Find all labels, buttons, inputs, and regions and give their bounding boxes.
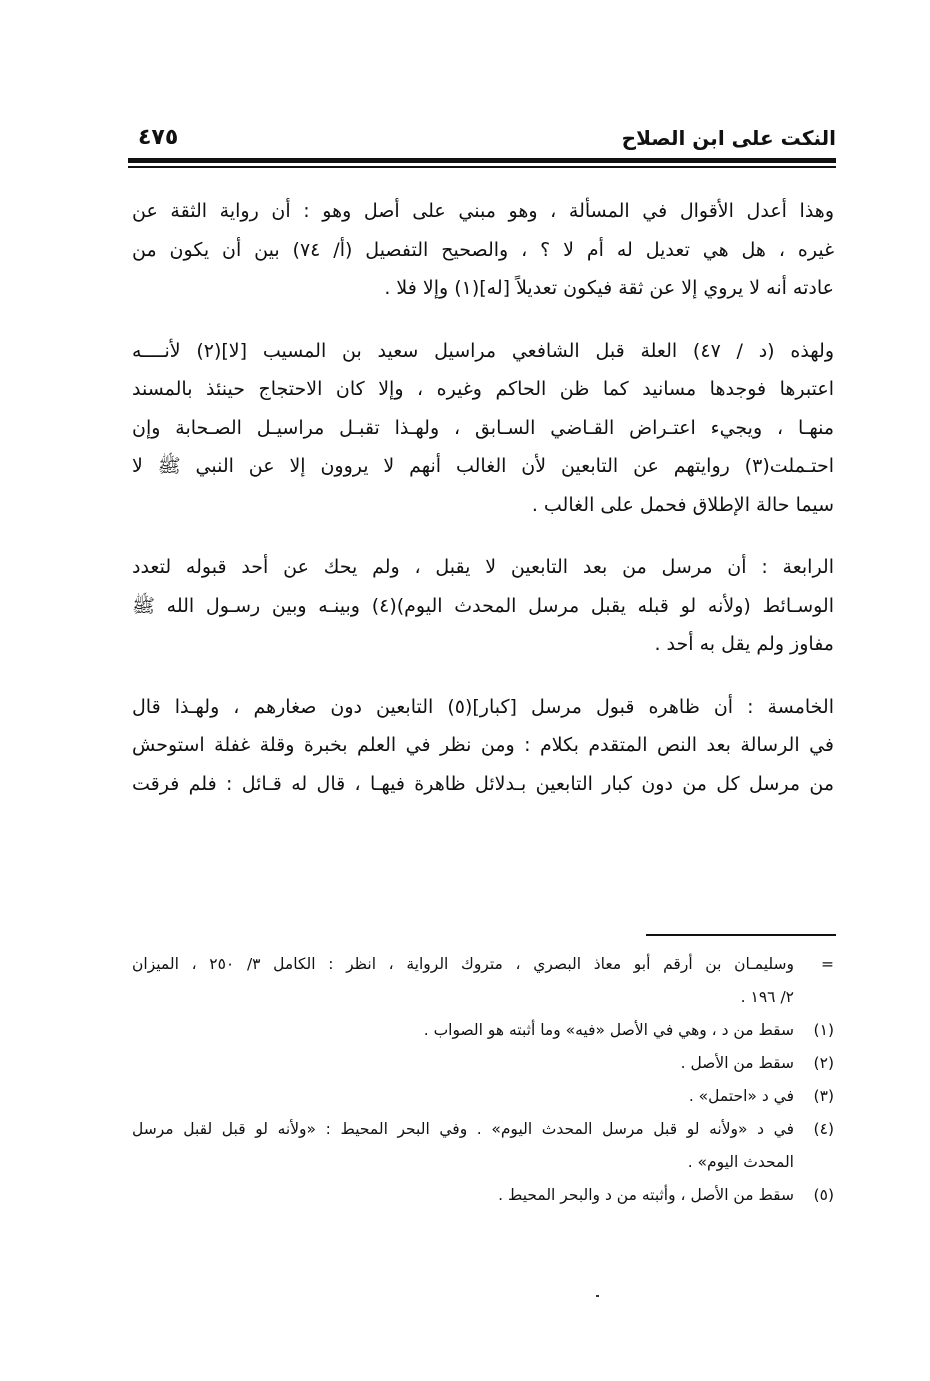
footnote-line: سقط من الأصل . — [680, 1054, 794, 1072]
footnote-line: سقط من الأصل ، وأثبته من د والبحر المحيط . — [498, 1186, 794, 1204]
text-line: الخامسة : أن ظاهره قبول مرسل [كبار](٥) التابعين دون صغارهم ، ولهـذا قال — [132, 695, 834, 718]
text-line: غيره ، هل هي تعديل له أم لا ؟ ، والصحيح التفصيل (أ/ ٧٤) بين أن يكون من — [132, 238, 834, 261]
footnote-mark: (٥) — [813, 1186, 834, 1204]
footnote-text — [132, 1047, 794, 1080]
header-rule-thin — [128, 166, 836, 168]
footnote-5 — [132, 1179, 834, 1212]
footnote-mark: (٤) — [813, 1120, 834, 1138]
paragraph — [132, 192, 834, 308]
paragraph — [132, 332, 834, 525]
text-line: منهـا ، ويجيء اعتـراض القـاضي السـابق ، ولهـذا تقبـل مراسيـل الصـحابة وإن — [132, 416, 834, 439]
footnote-4 — [132, 1113, 834, 1179]
footnote-text — [132, 948, 794, 1014]
footnote-mark: (١) — [813, 1021, 834, 1039]
text-line: سيما حالة الإطلاق فحمل على الغالب . — [531, 493, 834, 516]
text-line: عادته أنه لا يروي إلا عن ثقة فيكون تعديلاً [له](١) وإلا فلا . — [384, 277, 834, 299]
footnote-mark: (٣) — [813, 1087, 834, 1105]
running-title: النكت على ابن الصلاح — [621, 126, 836, 150]
footnote-3 — [132, 1080, 834, 1113]
text-line: الوسـائط (ولأنه لو قبله يقبل مرسل المحدث اليوم)(٤) وبينـه وبين رسـول الله ﷺ — [132, 594, 834, 617]
text-line: اعتبرها فوجدها مسانيد كما ظن الحاكم وغيره ، وإلا كان الاحتجاج حينئذ بالمسند — [132, 378, 834, 400]
text-line: مفاوز ولم يقل به أحد . — [654, 633, 834, 655]
footnote-2 — [132, 1047, 834, 1080]
footnote-line: وسليمـان بن أرقم أبو معاذ البصري ، متروك الرواية ، انظر : الكامل ٣/ ٢٥٠ ، الميزان — [132, 955, 794, 973]
text-line: في الرسالة بعد النص المتقدم بكلام : ومن نظر في العلم بخبرة وقلة غفلة استوحش — [132, 734, 834, 756]
footnotes — [132, 948, 834, 1212]
paragraph — [132, 548, 834, 664]
footnote-line: ٢/ ١٩٦ . — [740, 988, 794, 1006]
footnote-mark: (٢) — [813, 1054, 834, 1072]
text-line: من مرسل كل من دون كبار التابعين بـدلائل ظاهرة فيهـا ، قال له قـائل : فلم فرقت — [132, 772, 834, 795]
footnote-text — [132, 1080, 794, 1113]
footnote-line: سقط من د ، وهي في الأصل «فيه» وما أثبته هو الصواب . — [423, 1021, 794, 1039]
main-text — [132, 192, 834, 827]
scan-speck — [596, 1295, 599, 1297]
footnote-line: في د «ولأنه لو قبل مرسل المحدث اليوم» . وفي البحر المحيط : «ولأنه لو قبل لقبل مرسل — [132, 1120, 794, 1138]
text-line: الرابعة : أن مرسل من بعد التابعين لا يقبل ، ولم يحك عن أحد قبوله لتعدد — [132, 556, 834, 578]
text-line: وهذا أعدل الأقوال في المسألة ، وهو مبني على أصل وهو : أن رواية الثقة عن — [132, 200, 834, 222]
footnote-text — [132, 1179, 794, 1212]
text-line: ولهذه (د / ٤٧) العلة قبل الشافعي مراسيل سعيد بن المسيب [لا](٢) لأنــــه — [132, 339, 834, 362]
header-rule-thick — [128, 158, 836, 163]
footnote-separator — [646, 934, 836, 936]
footnote-continued — [132, 948, 834, 1014]
footnote-1 — [132, 1014, 834, 1047]
footnote-line: في د «احتمل» . — [688, 1087, 794, 1105]
footnote-mark: = — [821, 955, 834, 973]
page-number: ٤٧٥ — [138, 125, 179, 150]
footnote-text — [132, 1014, 794, 1047]
footnote-text — [132, 1113, 794, 1179]
text-line: احتـملت(٣) روايتهم عن التابعين لأن الغالب أنهم لا يروون إلا عن النبي ﷺ لا — [132, 455, 834, 477]
paragraph — [132, 688, 834, 804]
footnote-line: المحدث اليوم» . — [687, 1153, 794, 1171]
running-header — [128, 116, 836, 156]
